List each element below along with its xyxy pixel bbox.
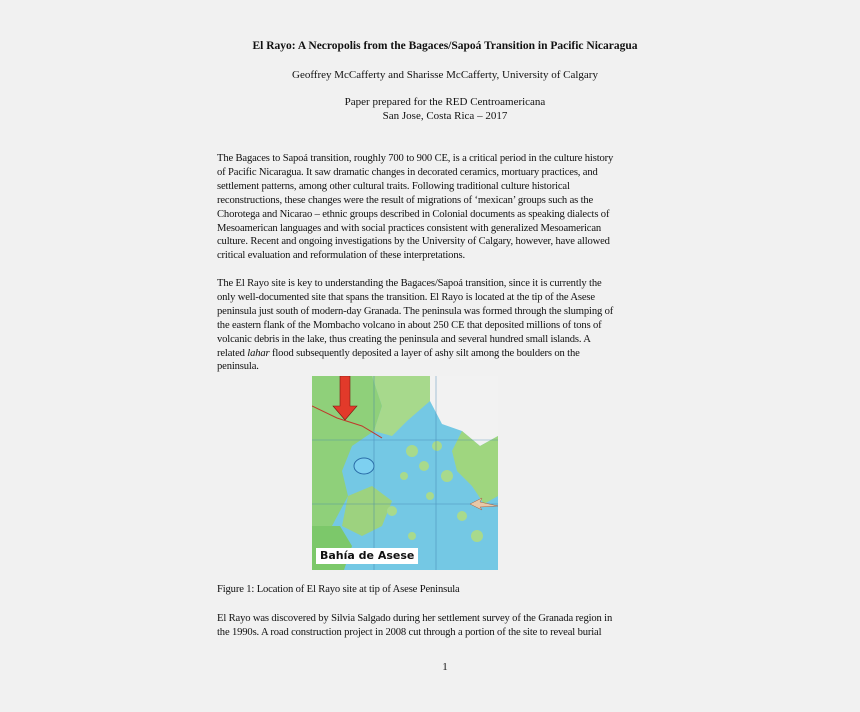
paragraph-line: Chorotega and Nicarao – ethnic groups described in Colonial documents as speaking dialects of — [217, 208, 610, 220]
paragraph-line: critical evaluation and reformulation of these interpretations. — [217, 250, 465, 262]
figure-caption: Figure 1: Location of El Rayo site at tip of Asese Peninsula — [217, 584, 460, 595]
paragraph-line: the 1990s. A road construction project in 2008 cut through a portion of the site to reveal burial — [217, 626, 602, 638]
page-number: 1 — [442, 661, 448, 673]
paragraph-line: of Pacific Nicaragua. It saw dramatic changes in decorated ceramics, mortuary practices, and — [217, 166, 598, 178]
paragraph-1 — [217, 152, 647, 263]
paragraph-line: Mesoamerican languages and with social practices consistent with generalized Mesoamerican — [217, 222, 602, 234]
paragraph-line: The El Rayo site is key to understanding the Bagaces/Sapoá transition, since it is currently the — [217, 278, 602, 289]
paper-title: El Rayo: A Necropolis from the Bagaces/Sapoá Transition in Pacific Nicaragua — [252, 40, 638, 52]
paragraph-line: volcanic debris in the lake, thus creating the peninsula and several hundred small islands. A — [217, 333, 591, 345]
text-run: flood subsequently deposited a layer of ashy silt among the boulders on the — [269, 347, 580, 359]
paragraph-line: culture. Recent and ongoing investigations by the University of Calgary, however, have allowed — [217, 236, 610, 248]
paragraph-line: the eastern flank of the Mombacho volcano in about 250 CE that deposited millions of tons of — [217, 319, 602, 331]
text-run: related — [217, 347, 248, 359]
venue-line: San Jose, Costa Rica – 2017 — [382, 110, 508, 122]
paragraph-line — [217, 347, 647, 361]
paragraph-line: peninsula. — [217, 361, 259, 373]
paragraph-line: reconstructions, these changes were the result of migrations of ‘mexican’ groups such as the — [217, 194, 594, 206]
italic-term: lahar — [247, 347, 270, 359]
paragraph-line: peninsula just south of modern-day Granada. The peninsula was formed through the slumping of — [217, 305, 614, 317]
paragraph-2 — [217, 277, 647, 374]
paragraph-line: The Bagaces to Sapoá transition, roughly 700 to 900 CE, is a critical period in the culture history — [217, 153, 614, 164]
paragraph-3 — [217, 612, 647, 640]
paragraph-line: El Rayo was discovered by Silvia Salgado during her settlement survey of the Granada region in — [217, 613, 613, 624]
paragraph-line: only well-documented site that spans the transition. El Rayo is located at the tip of the Asese — [217, 291, 595, 303]
prepared-for-line: Paper prepared for the RED Centroamericana — [344, 96, 546, 108]
map-image — [312, 376, 498, 570]
author-line: Geoffrey McCafferty and Sharisse McCafferty, University of Calgary — [292, 69, 598, 81]
map-label: Bahía de Asese — [316, 548, 418, 564]
map-figure — [312, 376, 498, 570]
paragraph-line: settlement patterns, among other cultural traits. Following traditional culture historical — [217, 180, 570, 192]
